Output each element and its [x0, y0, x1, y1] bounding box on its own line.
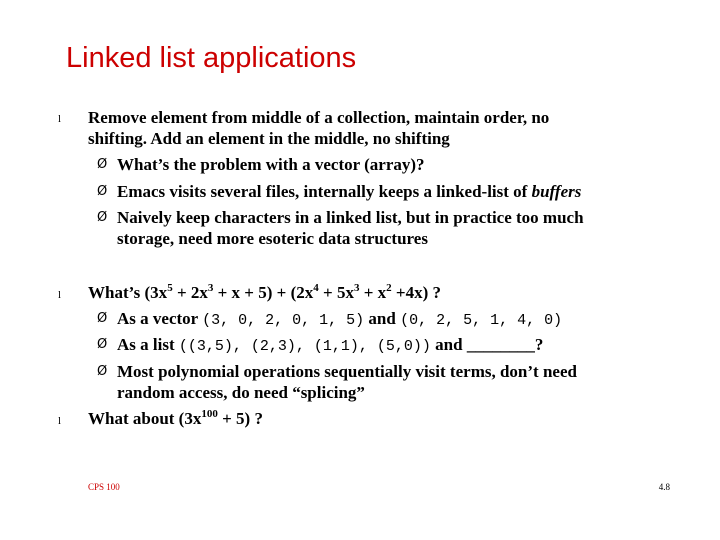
sub-bullet-as-vector: As a vector (3, 0, 2, 0, 1, 5) and (0, 2, 5, 1, 4, 0) — [117, 309, 563, 329]
footer-page-number: 4.8 — [658, 482, 670, 492]
arrow-bullet-icon: Ø — [97, 337, 108, 352]
arrow-bullet-icon: Ø — [97, 184, 108, 199]
sub-bullet-emacs — [117, 181, 692, 202]
bullet-remove-element — [88, 107, 688, 149]
sub-bullet-text: Naively keep characters in a linked list, but in practice too much — [117, 208, 584, 227]
sub-bullet-vector-problem — [117, 154, 692, 175]
arrow-bullet-icon: Ø — [97, 157, 108, 172]
arrow-bullet-icon: Ø — [97, 311, 108, 326]
bullet-line: shifting. Add an element in the middle, no shifting — [88, 129, 450, 148]
bullet-icon: l — [58, 415, 62, 427]
arrow-bullet-icon: Ø — [97, 210, 108, 225]
bullet-icon: l — [58, 113, 62, 125]
sub-bullet-text: Most polynomial operations sequentially visit terms, don’t need — [117, 362, 577, 381]
emphasis-buffers: buffers — [531, 182, 582, 201]
code-vector-1: (3, 0, 2, 0, 1, 5) — [202, 312, 365, 329]
slide-title: Linked list applications — [66, 42, 357, 74]
sub-bullet-text: storage, need more esoteric data structures — [117, 229, 428, 248]
arrow-bullet-icon: Ø — [97, 364, 108, 379]
bullet-polynomial-sum: What’s $(3x^5 + 2x^3 + x + 5) + (2x^4 + 5x^3 + x^2 +4x)$ ? — [88, 282, 441, 302]
sub-bullet-as-list: As a list ((3,5), (2,3), (1,1), (5,0)) and ________? — [117, 335, 544, 355]
code-list: ((3,5), (2,3), (1,1), (5,0)) — [178, 338, 431, 355]
footer-course: CPS 100 — [88, 482, 120, 492]
sub-bullet-text: Emacs visits several files, internally keeps a linked-list of — [117, 182, 532, 201]
bullet-icon: l — [58, 289, 62, 301]
sub-bullet-text: random access, do need “splicing” — [117, 383, 365, 402]
sub-bullet-operations — [117, 361, 692, 403]
sub-bullet-naive-characters — [117, 207, 692, 249]
bullet-line: Remove element from middle of a collection, maintain order, no — [88, 108, 550, 127]
code-vector-2: (0, 2, 5, 1, 4, 0) — [400, 312, 563, 329]
sub-bullet-text: What’s the problem with a vector (array)? — [117, 155, 425, 174]
bullet-what-about: What about $(3x^{100} + 5)$ ? — [88, 408, 263, 428]
